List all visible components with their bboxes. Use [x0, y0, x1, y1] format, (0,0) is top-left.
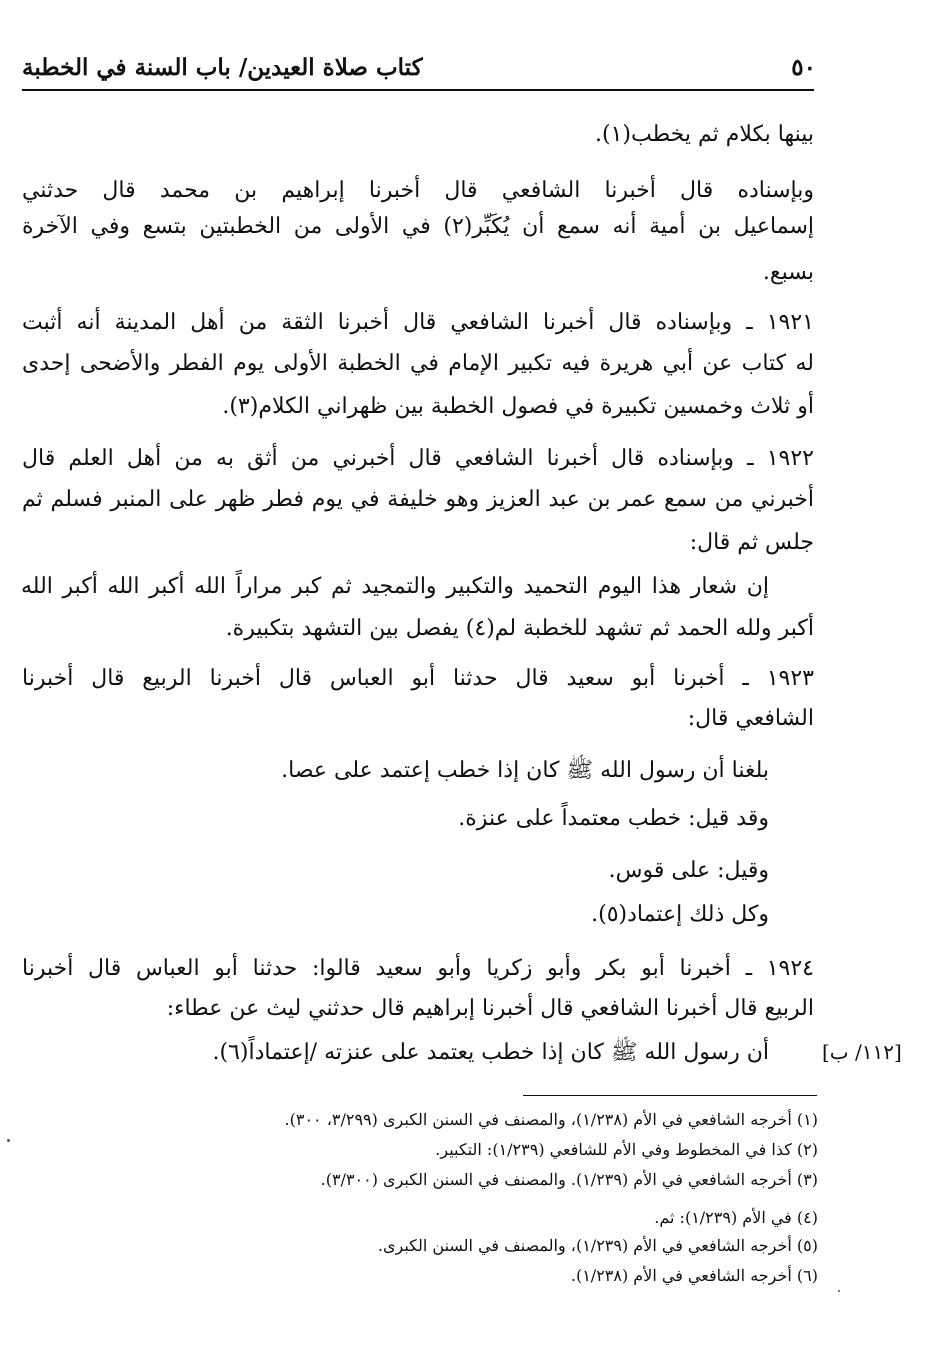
- scan-speck: [838, 1290, 840, 1292]
- footnote: (٦) أخرجه الشافعي في الأم (١/٢٣٨).: [570, 1266, 818, 1285]
- body-line: له كتاب عن أبي هريرة فيه تكبير الإمام في الخطبة الأولى يوم الفطر والأضحى إحدى: [22, 351, 814, 376]
- body-line: إن شعار هذا اليوم التحميد والتكبير والتمجيد ثم كبر مراراً الله أكبر الله أكبر الله: [21, 574, 769, 599]
- body-line: ١٩٢٣ ـ أخبرنا أبو سعيد قال حدثنا أبو العباس قال أخبرنا الربيع قال أخبرنا: [22, 666, 814, 691]
- body-line: الربيع قال أخبرنا الشافعي قال أخبرنا إبراهيم قال حدثني ليث عن عطاء:: [166, 996, 814, 1021]
- body-line: أو ثلاث وخمسين تكبيرة في فصول الخطبة بين ظهراني الكلام(٣).: [222, 394, 814, 419]
- footnote-rule: [523, 1095, 817, 1096]
- running-title: كتاب صلاة العيدين/ باب السنة في الخطبة: [22, 54, 423, 81]
- body-line: أخبرني من سمع عمر بن عبد العزيز وهو خليفة في يوم فطر ظهر على المنبر فسلم ثم: [22, 487, 814, 512]
- body-line: وكل ذلك إعتماد(٥).: [591, 902, 769, 927]
- body-line: أكبر ولله الحمد ثم تشهد للخطبة لم(٤) يفصل بين التشهد بتكبيرة.: [225, 616, 814, 641]
- footnote: (٥) أخرجه الشافعي في الأم (١/٢٣٩)، والمصنف في السنن الكبرى.: [377, 1236, 818, 1255]
- body-line: بلغنا أن رسول الله ﷺ كان إذا خطب إعتمد على عصا.: [281, 758, 769, 783]
- body-line: وبإسناده قال أخبرنا الشافعي قال أخبرنا إبراهيم بن محمد قال حدثني: [22, 178, 814, 203]
- body-line: إسماعيل بن أمية أنه سمع أن يُكَبِّر(٢) في الأولى من الخطبتين بتسع وفي الآخرة: [22, 214, 814, 239]
- body-line: وقد قيل: خطب معتمداً على عنزة.: [458, 806, 769, 831]
- header-rule: [22, 89, 814, 91]
- footnote: (٤) في الأم (١/٢٣٩): ثم.: [654, 1208, 818, 1227]
- body-line: ١٩٢٤ ـ أخبرنا أبو بكر وأبو زكريا وأبو سعيد قالوا: حدثنا أبو العباس قال أخبرنا: [22, 956, 814, 981]
- body-line: ١٩٢١ ـ وبإسناده قال أخبرنا الشافعي قال أخبرنا الثقة من أهل المدينة أنه أثبت: [22, 310, 814, 335]
- body-line: جلس ثم قال:: [689, 530, 814, 555]
- body-line: بينها بكلام ثم يخطب(١).: [595, 122, 814, 147]
- body-line: أن رسول الله ﷺ كان إذا خطب يعتمد على عنزته /إعتماداً(٦).: [212, 1040, 769, 1065]
- body-line: بسبع.: [762, 260, 814, 285]
- body-line: ١٩٢٢ ـ وبإسناده قال أخبرنا الشافعي قال أخبرني من أثق به من أهل العلم قال: [22, 446, 814, 471]
- body-line: وقيل: على قوس.: [608, 858, 769, 883]
- scan-speck: [7, 1139, 10, 1142]
- page-number: ٥٠: [791, 54, 816, 81]
- body-line: الشافعي قال:: [687, 706, 814, 731]
- manuscript-folio-note: [١١٢/ ب]: [822, 1040, 902, 1064]
- footnote: (١) أخرجه الشافعي في الأم (١/٢٣٨)، والمصنف في السنن الكبرى (٣/٢٩٩، ٣٠٠).: [284, 1110, 818, 1129]
- footnote: (٣) أخرجه الشافعي في الأم (١/٢٣٩). والمصنف في السنن الكبرى (٣/٣٠٠).: [320, 1170, 818, 1189]
- footnote: (٢) كذا في المخطوط وفي الأم للشافعي (١/٢٣٩): التكبير.: [435, 1140, 818, 1159]
